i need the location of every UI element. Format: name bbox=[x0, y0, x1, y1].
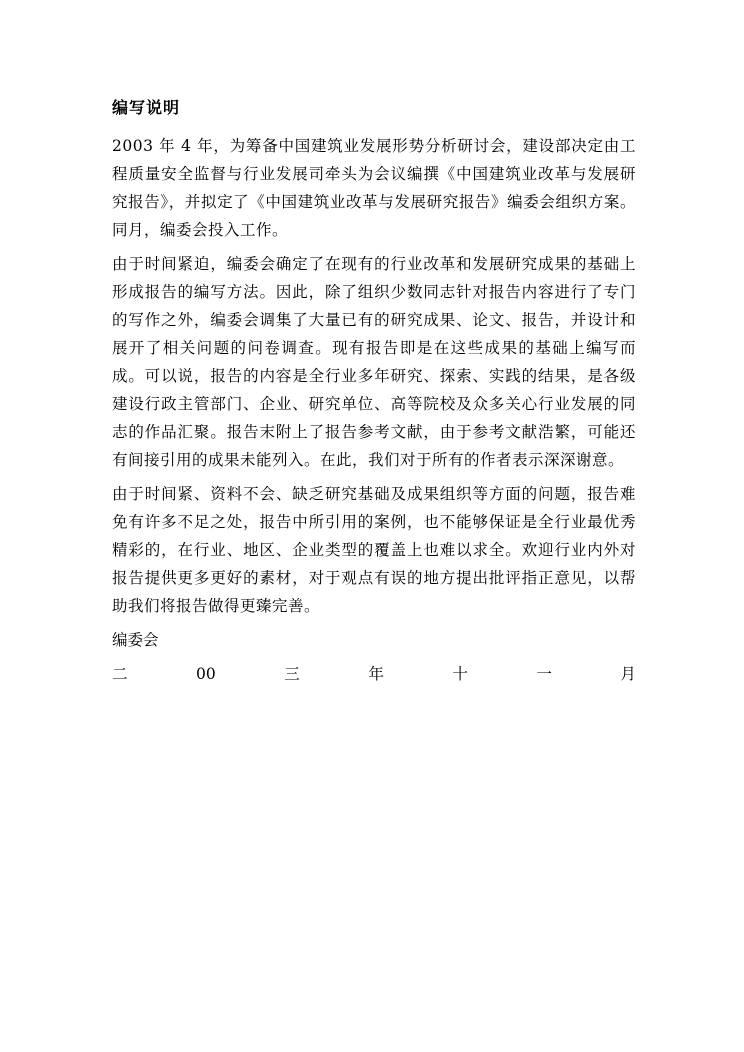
date-part: 年 bbox=[368, 665, 384, 683]
document-title: 编写说明 bbox=[112, 98, 181, 117]
paragraph-3: 由于时间紧、资料不会、缺乏研究基础及成果组织等方面的问题，报告难免有许多不足之处，报告中所引用的案例，也不能够保证是全行业最优秀精彩的，在行业、地区、企业类型的覆盖上也难以求全。欢迎行业内外对报告提供更多更好的素材，对于观点有误的地方提出批评指正意见，以帮助我们将报告做得更臻完善。 bbox=[112, 485, 636, 615]
date-part: 一 bbox=[536, 665, 552, 683]
paragraph-2: 由于时间紧迫，编委会确定了在现有的行业改革和发展研究成果的基础上形成报告的编写方法。因此，除了组织少数同志针对报告内容进行了专门的写作之外，编委会调集了大量已有的研究成果、论文、报告，并设计和展开了相关问题的问卷调查。现有报告即是在这些成果的基础上编写而成。可以说，报告的内容是全行业多年研究、探索、实践的结果，是各级建设行政主管部门、企业、研究单位、高等院校及众多关心行业发展的同志的作品汇聚。报告末附上了报告参考文献，由于参考文献浩繁，可能还有间接引用的成果未能列入。在此，我们对于所有的作者表示深深谢意。 bbox=[112, 255, 636, 469]
document-page bbox=[112, 96, 636, 688]
paragraph-1: 2003 年 4 年，为筹备中国建筑业发展形势分析研讨会，建设部决定由工程质量安全监督与行业发展司牵头为会议编撰《中国建筑业改革与发展研究报告》，并拟定了《中国建筑业改革与发展研究报告》编委会组织方案。同月，编委会投入工作。 bbox=[112, 137, 636, 239]
date-line bbox=[112, 660, 636, 688]
date-part: 00 bbox=[196, 665, 216, 683]
signature: 编委会 bbox=[112, 631, 159, 649]
date-part: 二 bbox=[112, 665, 128, 683]
date-part: 十 bbox=[452, 665, 468, 683]
date-part: 月 bbox=[620, 665, 636, 683]
date-part: 三 bbox=[284, 665, 300, 683]
